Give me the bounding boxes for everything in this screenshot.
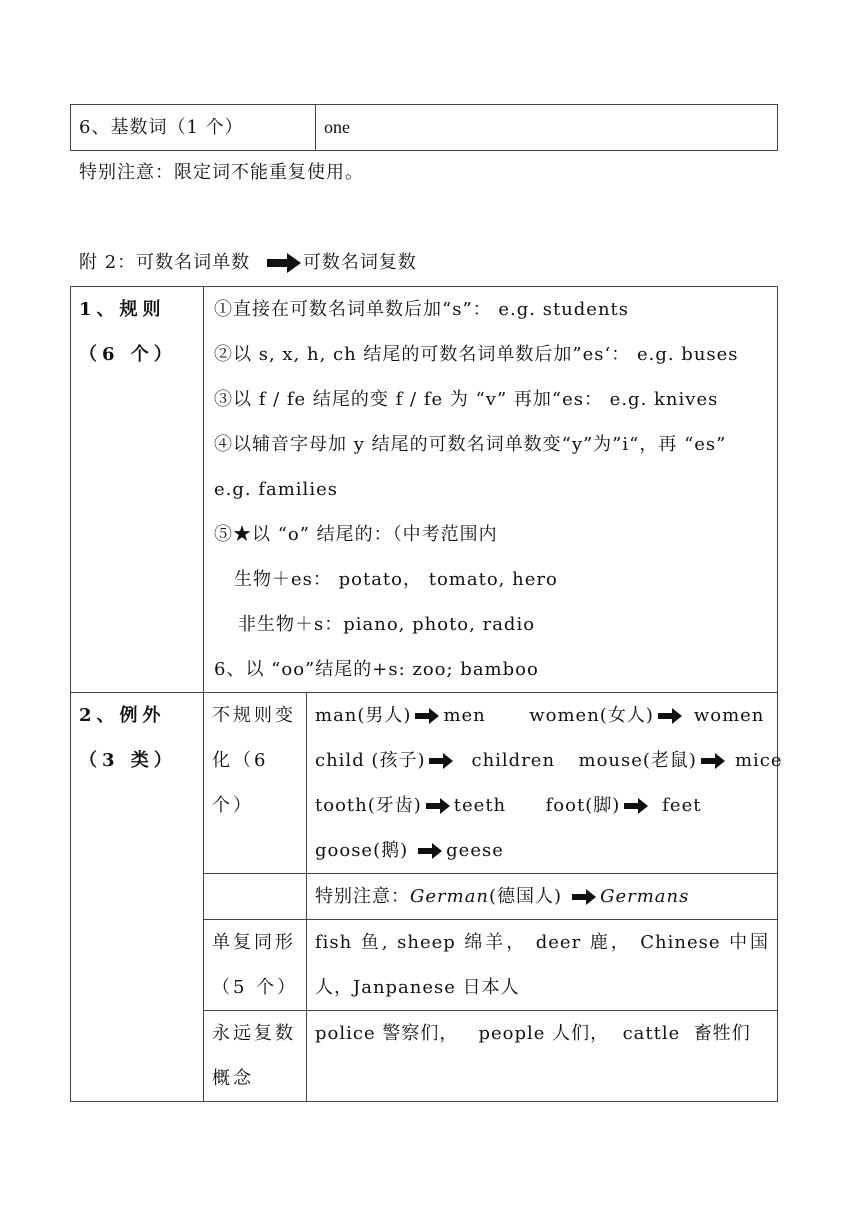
always-plural-label-cell (204, 1011, 307, 1102)
same-form-text: fish 鱼, sheep 绵羊， deer 鹿， Chinese 中国人，Janpanese 日本人 (315, 932, 770, 998)
irregular-label-cell (204, 693, 307, 874)
right-arrow-icon (658, 708, 682, 724)
exceptions-label-cell (71, 693, 204, 1102)
right-arrow-icon (624, 798, 648, 814)
rules-label-cell (71, 287, 204, 693)
special-note-cell (307, 874, 778, 920)
right-arrow-icon (267, 253, 301, 273)
same-form-label: 单复同形（5 个） (212, 932, 299, 998)
irregular-label: 不规则变化（6 个） (212, 705, 296, 816)
cardinal-value: one (324, 117, 350, 137)
appendix-title-plural: 可数名词复数 (302, 252, 417, 273)
right-arrow-icon (415, 708, 439, 724)
irregular-plural: geese (446, 840, 504, 861)
rule-line-6: ⑤★以 “o” 结尾的：（中考范围内 (214, 524, 498, 545)
irregular-singular: foot(脚) (545, 795, 621, 816)
rule-line-9: 6、以 “oo”结尾的+s: zoo; bamboo (214, 659, 539, 680)
rule-line-5: e.g. families (214, 479, 338, 500)
irregular-singular: goose(鹅) (315, 840, 409, 861)
irregular-singular: tooth(牙齿) (315, 795, 422, 816)
irregular-singular: women(女人) (529, 705, 654, 726)
appendix-title-singular: 附 2：可数名词单数 (79, 252, 251, 273)
right-arrow-icon (429, 753, 453, 769)
right-arrow-icon (701, 753, 725, 769)
special-note-line (315, 874, 769, 919)
always-plural-label: 永远复数概念 (212, 1023, 296, 1089)
rule-line-8: 非生物＋s：piano, photo, radio (238, 614, 536, 635)
rule-line-4: ④以辅音字母加 y 结尾的可数名词单数变“y”为”i“，再 “es” (214, 434, 727, 455)
irregular-plural: teeth (453, 795, 507, 816)
same-form-content-cell (307, 920, 778, 1011)
irregular-plural: mice (734, 750, 783, 771)
irregular-plural: children (471, 750, 556, 771)
cardinal-label: 6、基数词（1 个） (79, 117, 244, 138)
rules-label: 1、规则（6 个） (79, 299, 177, 365)
special-note-prefix: 特别注意： (315, 886, 410, 907)
irregular-line-4 (315, 828, 769, 873)
rules-content-cell (204, 287, 778, 693)
irregular-content-cell (307, 693, 783, 874)
irregular-line-2 (315, 738, 783, 783)
note-determiner: 特别注意：限定词不能重复使用。 (79, 162, 364, 183)
cardinal-value-cell (316, 105, 778, 151)
special-note-from-cn: (德国人) (489, 886, 563, 907)
irregular-singular: child (孩子) (315, 750, 426, 771)
special-note-to: Germans (600, 886, 690, 907)
special-note-empty-cell (204, 874, 307, 920)
irregular-plural: women (693, 705, 765, 726)
top-table (70, 104, 778, 151)
rule-line-3: ③以 f / fe 结尾的变 f / fe 为 “v” 再加“es： e.g. knives (214, 389, 719, 410)
rule-line-2: ②以 s, x, h, ch 结尾的可数名词单数后加”es‘： e.g. buses (214, 344, 739, 365)
special-note-from: German (410, 886, 490, 907)
rule-line-1: ①直接在可数名词单数后加“s”： e.g. students (214, 299, 630, 320)
irregular-plural: feet (662, 795, 702, 816)
irregular-singular: man(男人) (315, 705, 412, 726)
same-form-label-cell (204, 920, 307, 1011)
right-arrow-icon (418, 843, 442, 859)
right-arrow-icon (572, 889, 596, 905)
irregular-line-1 (315, 693, 769, 738)
irregular-plural: men (443, 705, 486, 726)
rule-line-7: 生物＋es： potato， tomato, hero (234, 569, 558, 590)
plural-rules-table (70, 286, 783, 1102)
always-plural-content-cell (307, 1011, 778, 1102)
irregular-singular: mouse(老鼠) (578, 750, 697, 771)
appendix-title (79, 248, 417, 278)
right-arrow-icon (426, 798, 450, 814)
irregular-line-3 (315, 783, 769, 828)
exceptions-label: 2、例外（3 类） (79, 705, 177, 771)
always-plural-text: police 警察们， people 人们， cattle 畜牲们 (315, 1023, 751, 1044)
cardinal-label-cell (71, 105, 316, 151)
